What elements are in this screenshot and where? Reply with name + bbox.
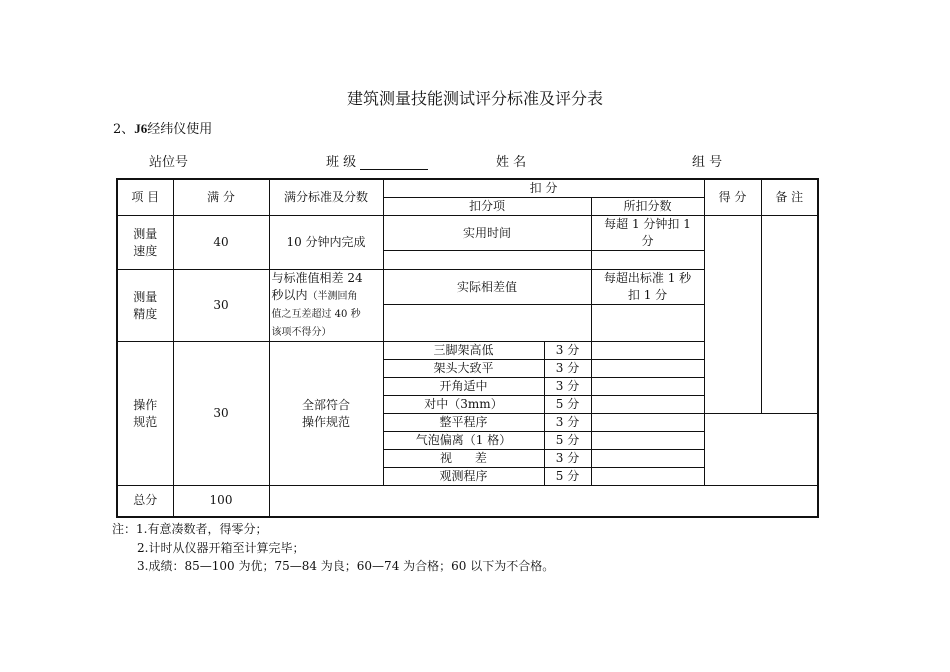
group-label: 组 号 <box>692 155 723 170</box>
precision-criteria <box>269 270 383 342</box>
operation-item-line1: 操作 <box>133 397 158 412</box>
section-heading <box>113 118 212 137</box>
total-full-score: 100 <box>173 486 269 517</box>
station-label: 站位号 <box>149 155 189 170</box>
operation-subitem-points: 3 分 <box>544 360 591 378</box>
speed-deduction-item: 实用时间 <box>383 216 591 251</box>
precision-full-score: 30 <box>173 270 269 342</box>
name-label: 姓 名 <box>496 155 527 170</box>
note-1: 注：1.有意凑数者，得零分； <box>112 522 268 536</box>
class-blank <box>360 155 428 170</box>
operation-subitem-deduction-blank <box>591 378 704 396</box>
operation-subitem-deduction-blank <box>591 360 704 378</box>
speed-full-score: 40 <box>173 216 269 270</box>
class-label: 班 级 <box>326 155 357 170</box>
header-deduction-item: 扣分项 <box>383 198 591 216</box>
header-full-score: 满 分 <box>173 179 269 216</box>
header-score: 得 分 <box>704 179 761 216</box>
operation-subitem-name: 对中（3mm） <box>383 396 544 414</box>
operation-item-cell <box>117 342 173 486</box>
operation-subitem-deduction-blank <box>591 396 704 414</box>
operation-subitem-name: 整平程序 <box>383 414 544 432</box>
operation-subitem-name: 视 差 <box>383 450 544 468</box>
operation-subitem-points: 3 分 <box>544 414 591 432</box>
speed-criteria: 10 分钟内完成 <box>269 216 383 270</box>
speed-deduction-rule <box>591 216 704 251</box>
speed-item-line2: 速度 <box>133 243 158 258</box>
header-criteria: 满分标准及分数 <box>269 179 383 216</box>
operation-criteria <box>269 342 383 486</box>
operation-crit-line1: 全部符合 <box>301 397 350 412</box>
precision-crit-line2: 秒以内 <box>271 288 308 302</box>
operation-subitem-deduction-blank <box>591 414 704 432</box>
section-number: 2、 <box>113 122 135 137</box>
speed-rule-line1: 每超 1 分钟扣 1 <box>604 217 691 231</box>
operation-subitem-deduction-blank <box>591 450 704 468</box>
precision-crit-line4: 该项不得分） <box>271 327 332 338</box>
operation-crit-line2: 操作规范 <box>301 414 350 429</box>
precision-deduction-rule <box>591 270 704 305</box>
operation-item-line2: 规范 <box>133 414 158 429</box>
operation-subitem-deduction-blank <box>591 468 704 486</box>
precision-points-blank <box>591 305 704 342</box>
precision-item-line2: 精度 <box>133 306 158 321</box>
operation-full-score: 30 <box>173 342 269 486</box>
operation-subitem-points: 5 分 <box>544 432 591 450</box>
precision-crit-line1: 与标准值相差 24 <box>271 271 363 285</box>
precision-crit-line2-note: （半测回角 <box>307 291 358 302</box>
operation-subitem-name: 观测程序 <box>383 468 544 486</box>
precision-item-cell <box>117 270 173 342</box>
operation-subitem-deduction-blank <box>591 432 704 450</box>
scoring-table <box>116 178 819 518</box>
header-deduction-points: 所扣分数 <box>591 198 704 216</box>
header-item: 项 目 <box>117 179 173 216</box>
precision-rule-line2: 扣 1 分 <box>627 288 668 303</box>
precision-item-line1: 测量 <box>133 289 158 304</box>
score-blank-upper <box>704 216 761 414</box>
speed-points-blank <box>591 251 704 270</box>
document-title: 建筑测量技能测试评分标准及评分表 <box>346 89 603 108</box>
remark-blank-upper <box>761 216 818 414</box>
operation-subitem-points: 3 分 <box>544 450 591 468</box>
operation-subitem-name: 三脚架高低 <box>383 342 544 360</box>
section-code: J6 <box>134 121 148 136</box>
operation-subitem-points: 5 分 <box>544 468 591 486</box>
speed-item-cell <box>117 216 173 270</box>
speed-item-line1: 测量 <box>133 226 158 241</box>
total-label: 总分 <box>117 486 173 517</box>
operation-subitem-points: 3 分 <box>544 378 591 396</box>
note-3: 3.成绩：85—100 为优；75—84 为良；60—74 为合格；60 以下为不合格。 <box>137 559 555 573</box>
precision-crit-line3: 值之互差超过 40 秒 <box>271 309 361 320</box>
operation-subitem-name: 架头大致平 <box>383 360 544 378</box>
header-deduction: 扣 分 <box>383 179 704 198</box>
precision-rule-line1: 每超出标准 1 秒 <box>603 271 692 286</box>
section-name: 经纬仪使用 <box>147 122 213 137</box>
precision-deduction-item: 实际相差值 <box>383 270 591 305</box>
operation-subitem-name: 开角适中 <box>383 378 544 396</box>
total-blank <box>269 486 818 517</box>
speed-rule-line2: 分 <box>641 234 654 248</box>
operation-subitem-points: 3 分 <box>544 342 591 360</box>
header-remark: 备 注 <box>761 179 818 216</box>
speed-actual-blank <box>383 251 591 270</box>
note-2: 2.计时从仪器开箱至计算完毕； <box>137 541 305 555</box>
operation-subitem-points: 5 分 <box>544 396 591 414</box>
operation-subitem-name: 气泡偏离（1 格） <box>383 432 544 450</box>
operation-subitem-deduction-blank <box>591 342 704 360</box>
precision-actual-blank <box>383 305 591 342</box>
